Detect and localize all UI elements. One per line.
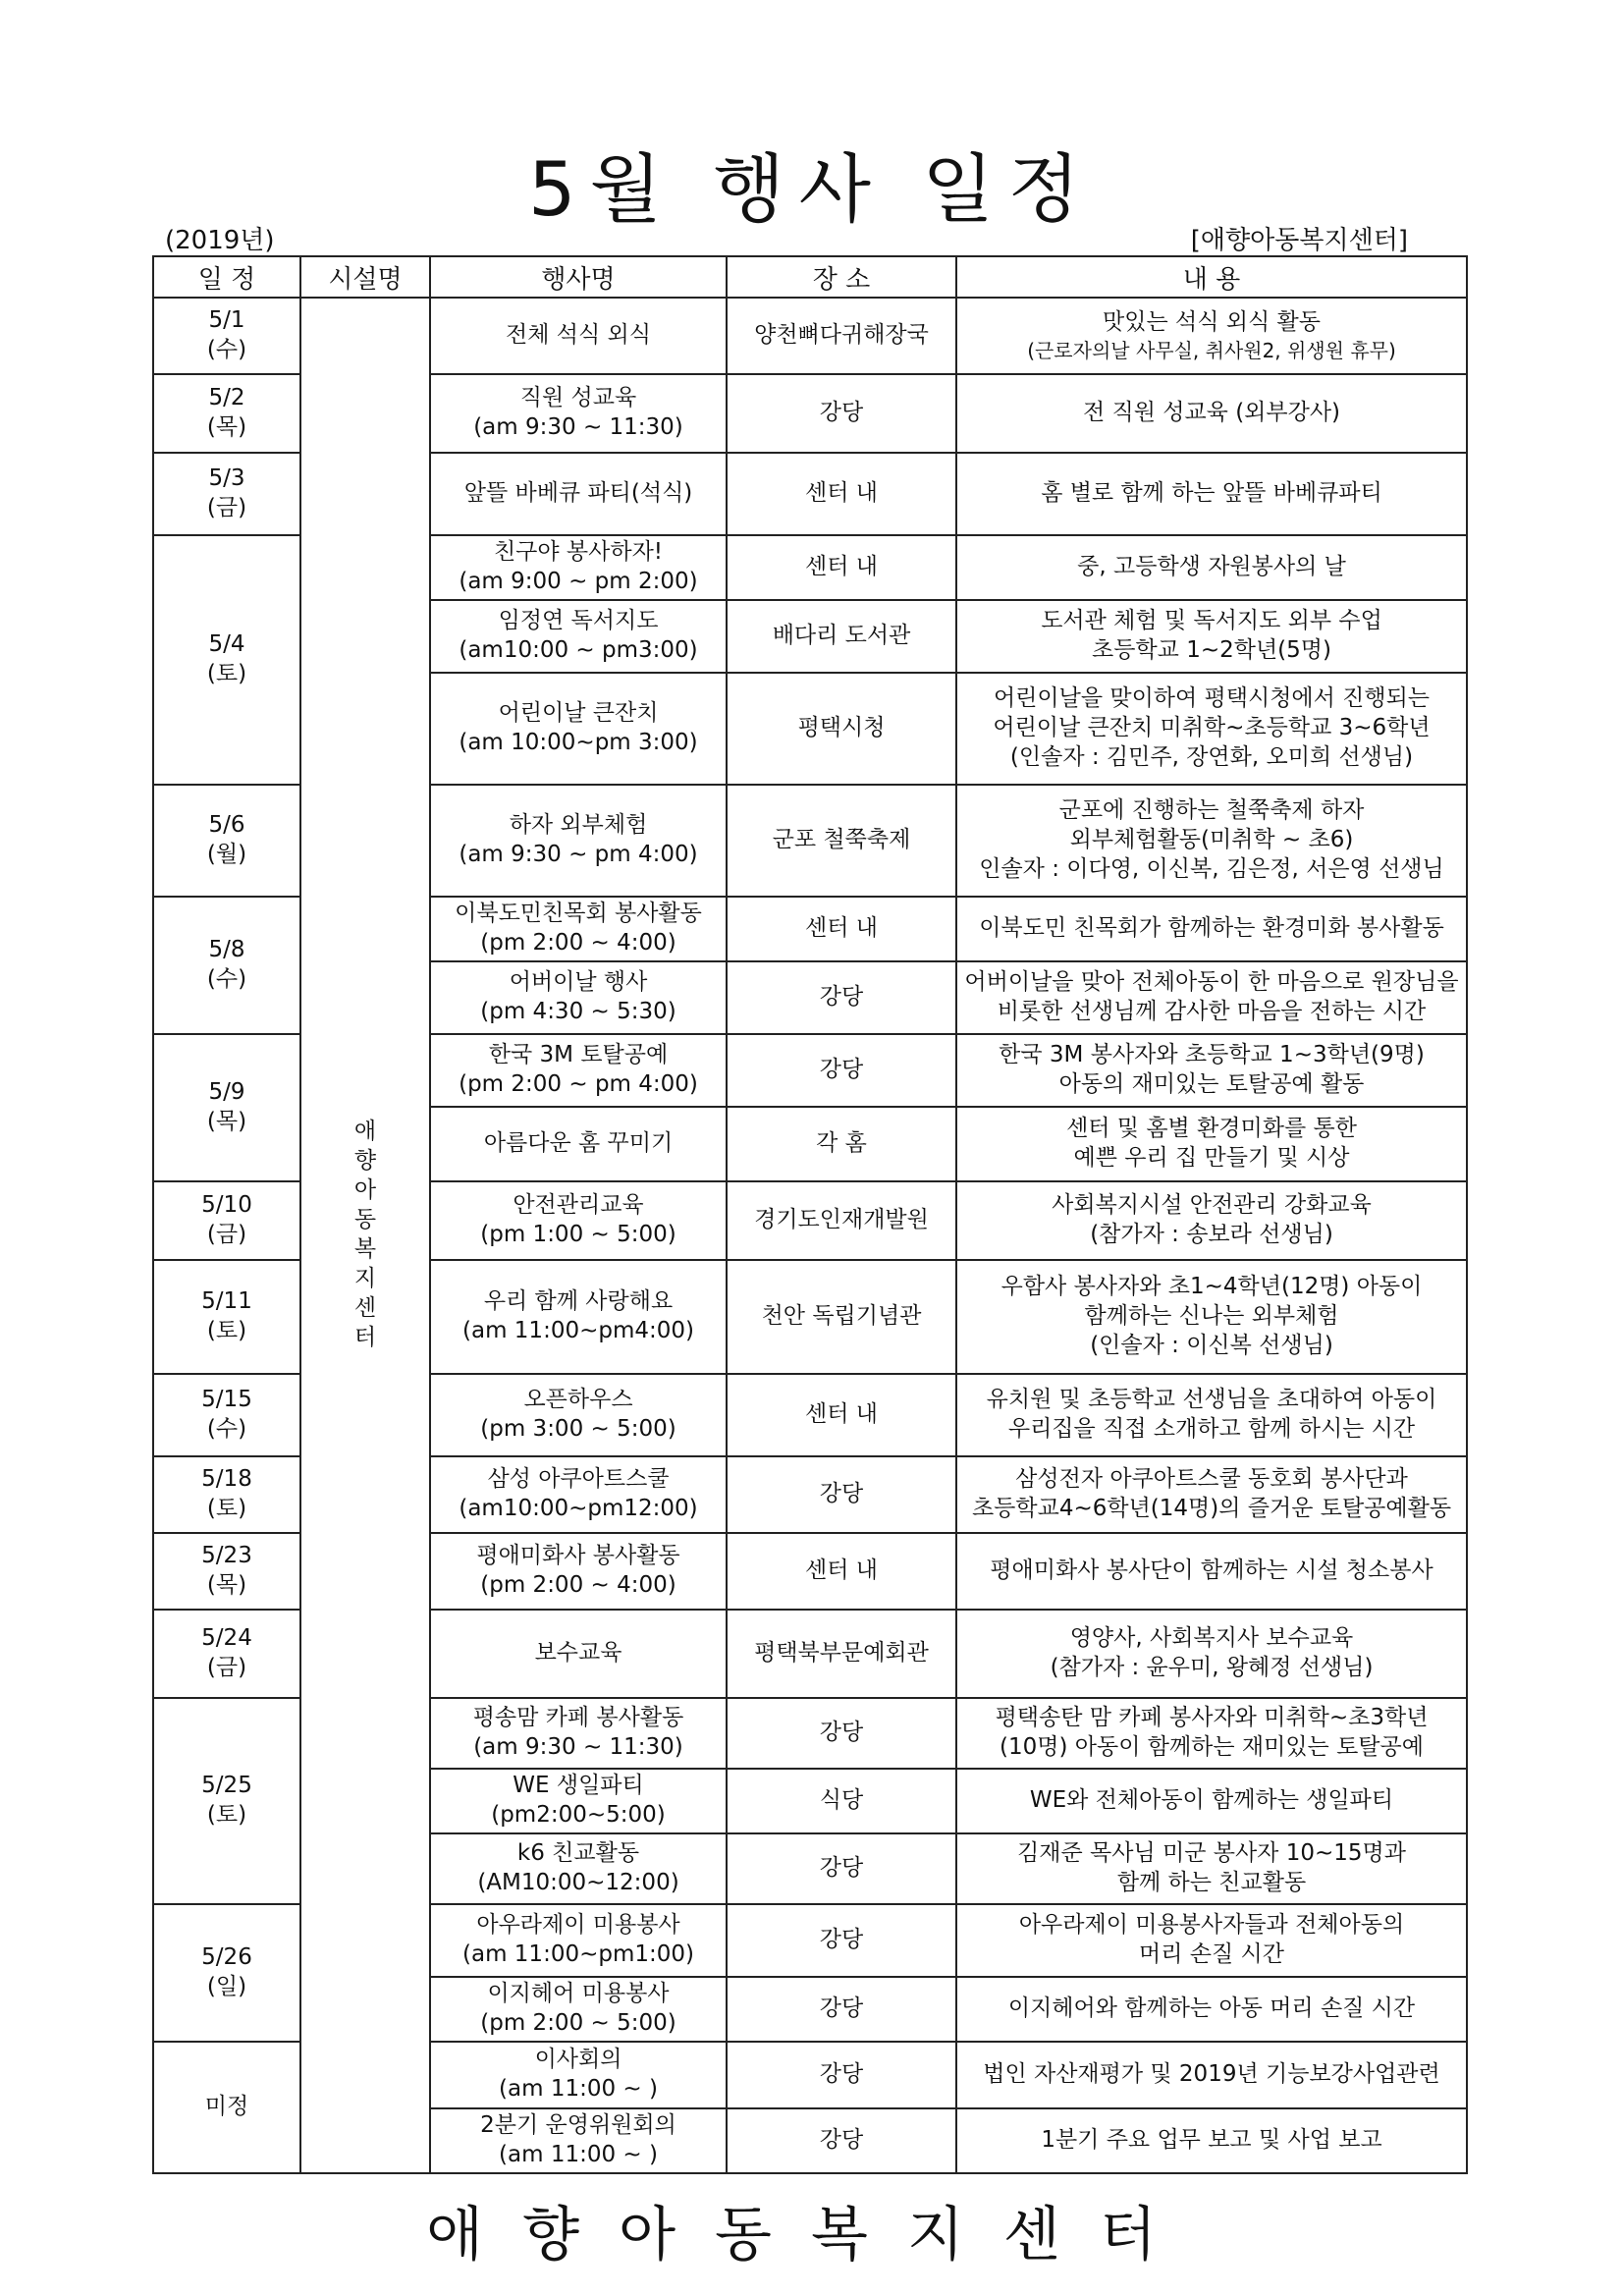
place-cell: 강당 (727, 1904, 956, 1977)
place-cell: 천안 독립기념관 (727, 1260, 956, 1374)
content-cell: 법인 자산재평가 및 2019년 기능보강사업관련 (956, 2042, 1467, 2108)
header-facility: 시설명 (300, 256, 430, 298)
content-text: 맛있는 석식 외식 활동 (1103, 309, 1321, 336)
date-cell: 5/15 (수) (153, 1374, 300, 1456)
place-cell: 센터 내 (727, 453, 956, 535)
event-cell: 하자 외부체험 (am 9:30 ~ pm 4:00) (430, 785, 727, 897)
event-cell: 전체 석식 외식 (430, 298, 727, 374)
event-cell: 안전관리교육 (pm 1:00 ~ 5:00) (430, 1181, 727, 1260)
footer-center-name: 애향아동복지센터 (426, 2201, 1196, 2269)
content-cell: 사회복지시설 안전관리 강화교육 (참가자 : 송보라 선생님) (956, 1181, 1467, 1260)
content-cell: 도서관 체험 및 독서지도 외부 수업 초등학교 1~2학년(5명) (956, 600, 1467, 673)
place-cell: 각 홈 (727, 1107, 956, 1181)
content-cell: 어린이날을 맞이하여 평택시청에서 진행되는 어린이날 큰잔치 미취학~초등학교 3~6학년 (인솔자 : 김민주, 장연화, 오미희 선생님) (956, 673, 1467, 785)
content-cell: WE와 전체아동이 함께하는 생일파티 (956, 1769, 1467, 1833)
center-name-label: [애향아동복지센터] (1190, 226, 1408, 255)
date-cell: 5/26 (일) (153, 1904, 300, 2042)
event-cell: 이지헤어 미용봉사 (pm 2:00 ~ 5:00) (430, 1977, 727, 2042)
place-cell: 평택북부문예회관 (727, 1610, 956, 1698)
header-date: 일 정 (153, 256, 300, 298)
date-cell: 5/24 (금) (153, 1610, 300, 1698)
place-cell: 경기도인재개발원 (727, 1181, 956, 1260)
year-label: (2019년) (165, 226, 275, 255)
event-cell: 어버이날 행사 (pm 4:30 ~ 5:30) (430, 961, 727, 1034)
date-cell: 5/3 (금) (153, 453, 300, 535)
place-cell: 강당 (727, 2042, 956, 2108)
place-cell: 강당 (727, 1034, 956, 1107)
event-cell: 아름다운 홈 꾸미기 (430, 1107, 727, 1181)
content-cell: 전 직원 성교육 (외부강사) (956, 374, 1467, 453)
event-cell: 아우라제이 미용봉사 (am 11:00~pm1:00) (430, 1904, 727, 1977)
event-cell: 평송맘 카페 봉사활동 (am 9:30 ~ 11:30) (430, 1698, 727, 1769)
content-cell: 이북도민 친목회가 함께하는 환경미화 봉사활동 (956, 897, 1467, 961)
date-cell: 미정 (153, 2042, 300, 2173)
event-cell: WE 생일파티 (pm2:00~5:00) (430, 1769, 727, 1833)
date-cell: 5/1 (수) (153, 298, 300, 374)
header-content: 내 용 (956, 256, 1467, 298)
event-cell: 삼성 아쿠아트스쿨 (am10:00~pm12:00) (430, 1456, 727, 1533)
date-cell: 5/23 (목) (153, 1533, 300, 1610)
place-cell: 센터 내 (727, 535, 956, 600)
event-cell: k6 친교활동 (AM10:00~12:00) (430, 1833, 727, 1904)
place-cell: 강당 (727, 374, 956, 453)
date-cell: 5/11 (토) (153, 1260, 300, 1374)
content-cell: 한국 3M 봉사자와 초등학교 1~3학년(9명) 아동의 재미있는 토탈공예 활동 (956, 1034, 1467, 1107)
content-cell: 1분기 주요 업무 보고 및 사업 보고 (956, 2108, 1467, 2173)
event-cell: 보수교육 (430, 1610, 727, 1698)
content-cell: 군포에 진행하는 철쭉축제 하자 외부체험활동(미취학 ~ 초6) 인솔자 : 이다영, 이신복, 김은정, 서은영 선생님 (956, 785, 1467, 897)
date-cell: 5/10 (금) (153, 1181, 300, 1260)
event-cell: 2분기 운영위원회의 (am 11:00 ~ ) (430, 2108, 727, 2173)
date-cell: 5/18 (토) (153, 1456, 300, 1533)
place-cell: 군포 철쭉축제 (727, 785, 956, 897)
place-cell: 배다리 도서관 (727, 600, 956, 673)
content-cell: 어버이날을 맞아 전체아동이 한 마음으로 원장님을 비롯한 선생님께 감사한 마음을 전하는 시간 (956, 961, 1467, 1034)
date-cell: 5/6 (월) (153, 785, 300, 897)
event-cell: 임정연 독서지도 (am10:00 ~ pm3:00) (430, 600, 727, 673)
content-cell: 평택송탄 맘 카페 봉사자와 미취학~초3학년 (10명) 아동이 함께하는 재미있는 토탈공예 (956, 1698, 1467, 1769)
header-place: 장 소 (727, 256, 956, 298)
event-cell: 친구야 봉사하자! (am 9:00 ~ pm 2:00) (430, 535, 727, 600)
place-cell: 강당 (727, 1698, 956, 1769)
place-cell: 센터 내 (727, 1533, 956, 1610)
content-cell: 센터 및 홈별 환경미화를 통한 예쁜 우리 집 만들기 및 시상 (956, 1107, 1467, 1181)
table-row (153, 298, 1467, 374)
place-cell: 평택시청 (727, 673, 956, 785)
place-cell: 강당 (727, 961, 956, 1034)
event-cell: 한국 3M 토탈공예 (pm 2:00 ~ pm 4:00) (430, 1034, 727, 1107)
event-cell: 앞뜰 바베큐 파티(석식) (430, 453, 727, 535)
event-cell: 이사회의 (am 11:00 ~ ) (430, 2042, 727, 2108)
place-cell: 식당 (727, 1769, 956, 1833)
content-cell: 아우라제이 미용봉사자들과 전체아동의 머리 손질 시간 (956, 1904, 1467, 1977)
schedule-table (152, 255, 1468, 2174)
facility-cell: 애 향 아 동 복 지 센 터 (300, 298, 430, 2173)
date-cell: 5/2 (목) (153, 374, 300, 453)
date-cell: 5/4 (토) (153, 535, 300, 785)
date-cell: 5/25 (토) (153, 1698, 300, 1904)
place-cell: 센터 내 (727, 897, 956, 961)
event-cell: 오픈하우스 (pm 3:00 ~ 5:00) (430, 1374, 727, 1456)
header-row (153, 256, 1467, 298)
content-cell: 우함사 봉사자와 초1~4학년(12명) 아동이 함께하는 신나는 외부체험 (인솔자 : 이신복 선생님) (956, 1260, 1467, 1374)
content-cell: 삼성전자 아쿠아트스쿨 동호회 봉사단과 초등학교4~6학년(14명)의 즐거운 토탈공예활동 (956, 1456, 1467, 1533)
content-cell: 영양사, 사회복지사 보수교육 (참가자 : 윤우미, 왕혜정 선생님) (956, 1610, 1467, 1698)
content-cell: 평애미화사 봉사단이 함께하는 시설 청소봉사 (956, 1533, 1467, 1610)
place-cell: 강당 (727, 1456, 956, 1533)
event-cell: 우리 함께 사랑해요 (am 11:00~pm4:00) (430, 1260, 727, 1374)
place-cell: 강당 (727, 2108, 956, 2173)
place-cell: 강당 (727, 1977, 956, 2042)
content-note: (근로자의날 사무실, 취사원2, 위생원 휴무) (1027, 338, 1396, 362)
place-cell: 센터 내 (727, 1374, 956, 1456)
event-cell: 평애미화사 봉사활동 (pm 2:00 ~ 4:00) (430, 1533, 727, 1610)
content-cell: 이지헤어와 함께하는 아동 머리 손질 시간 (956, 1977, 1467, 2042)
header-event: 행사명 (430, 256, 727, 298)
content-cell: 홈 별로 함께 하는 앞뜰 바베큐파티 (956, 453, 1467, 535)
content-cell (956, 298, 1467, 374)
place-cell: 강당 (727, 1833, 956, 1904)
date-cell: 5/9 (목) (153, 1034, 300, 1181)
event-cell: 직원 성교육 (am 9:30 ~ 11:30) (430, 374, 727, 453)
page-title: 5월 행사 일정 (528, 145, 1094, 233)
event-cell: 이북도민친목회 봉사활동 (pm 2:00 ~ 4:00) (430, 897, 727, 961)
content-cell: 중, 고등학생 자원봉사의 날 (956, 535, 1467, 600)
date-cell: 5/8 (수) (153, 897, 300, 1034)
event-cell: 어린이날 큰잔치 (am 10:00~pm 3:00) (430, 673, 727, 785)
content-cell: 김재준 목사님 미군 봉사자 10~15명과 함께 하는 친교활동 (956, 1833, 1467, 1904)
content-cell: 유치원 및 초등학교 선생님을 초대하여 아동이 우리집을 직접 소개하고 함께 하시는 시간 (956, 1374, 1467, 1456)
place-cell: 양천뼈다귀해장국 (727, 298, 956, 374)
